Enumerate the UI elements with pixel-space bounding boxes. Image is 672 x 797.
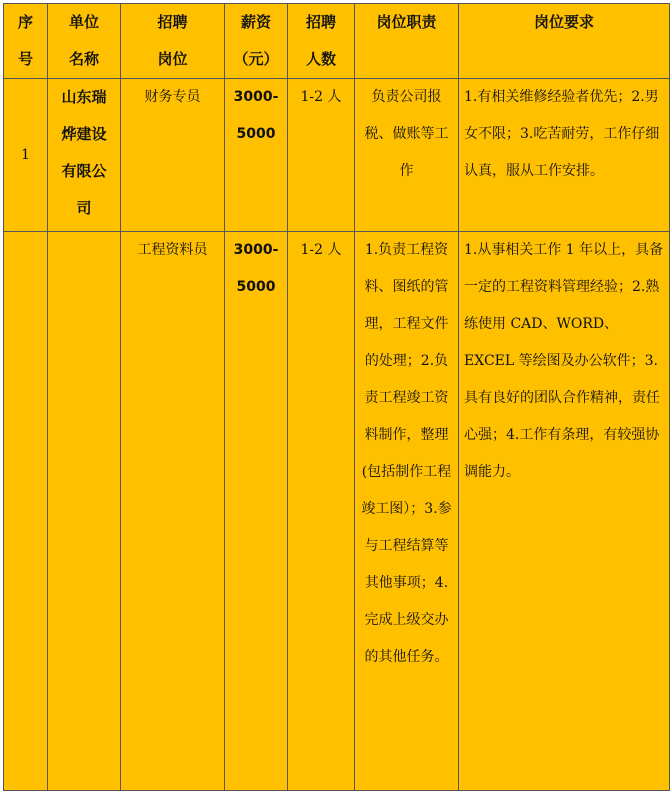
company-line: 有限公 bbox=[61, 162, 107, 180]
row-salary bbox=[225, 79, 288, 232]
header-seq-line2: 号 bbox=[17, 50, 33, 68]
company-line: 山东瑞 bbox=[61, 88, 107, 106]
header-count bbox=[288, 4, 355, 79]
row-seq bbox=[4, 232, 48, 791]
salary-high: 5000 bbox=[236, 279, 276, 295]
row-duty: 负责公司报税、做账等工作 bbox=[355, 79, 459, 232]
row-position: 财务专员 bbox=[121, 79, 225, 232]
header-company bbox=[48, 4, 121, 79]
company-line: 烨建设 bbox=[61, 125, 107, 143]
header-position-line2: 岗位 bbox=[157, 50, 188, 68]
header-row bbox=[4, 4, 670, 79]
row-company bbox=[48, 232, 121, 791]
row-requirement: 1.有相关维修经验者优先；2.男女不限；3.吃苦耐劳，工作仔细认真，服从工作安排。 bbox=[459, 79, 670, 232]
header-seq bbox=[4, 4, 48, 79]
row-requirement: 1.从事相关工作 1 年以上，具备一定的工程资料管理经验；2.熟练使用 CAD、WORD、EXCEL 等绘图及办公软件；3.具有良好的团队合作精神，责任心强；4.工作有条理，有较强协调能力。 bbox=[459, 232, 670, 791]
salary-low: 3000- bbox=[233, 89, 279, 105]
salary-high: 5000 bbox=[236, 126, 276, 142]
header-company-line1: 单位 bbox=[68, 13, 99, 31]
header-salary bbox=[225, 4, 288, 79]
row-position: 工程资料员 bbox=[121, 232, 225, 791]
header-salary-line2: （元） bbox=[233, 50, 279, 68]
table-row bbox=[4, 79, 670, 232]
row-salary bbox=[225, 232, 288, 791]
row-count: 1-2 人 bbox=[288, 232, 355, 791]
salary-low: 3000- bbox=[233, 242, 279, 258]
header-duty: 岗位职责 bbox=[355, 4, 459, 79]
row-company bbox=[48, 79, 121, 232]
row-seq: 1 bbox=[4, 79, 48, 232]
header-company-line2: 名称 bbox=[68, 50, 99, 68]
company-line: 司 bbox=[76, 199, 92, 217]
row-duty: 1.负责工程资料、图纸的管理，工程文件的处理；2.负责工程竣工资料制作，整理(包括制作工程竣工图）；3.参与工程结算等其他事项；4.完成上级交办的其他任务。 bbox=[355, 232, 459, 791]
header-count-line2: 人数 bbox=[305, 50, 336, 68]
header-seq-line1: 序 bbox=[17, 13, 33, 31]
row-count: 1-2 人 bbox=[288, 79, 355, 232]
header-salary-line1: 薪资 bbox=[240, 13, 271, 31]
header-count-line1: 招聘 bbox=[305, 13, 336, 31]
header-position bbox=[121, 4, 225, 79]
header-requirement: 岗位要求 bbox=[459, 4, 670, 79]
table-row bbox=[4, 232, 670, 791]
header-position-line1: 招聘 bbox=[157, 13, 188, 31]
recruitment-table bbox=[3, 3, 670, 791]
